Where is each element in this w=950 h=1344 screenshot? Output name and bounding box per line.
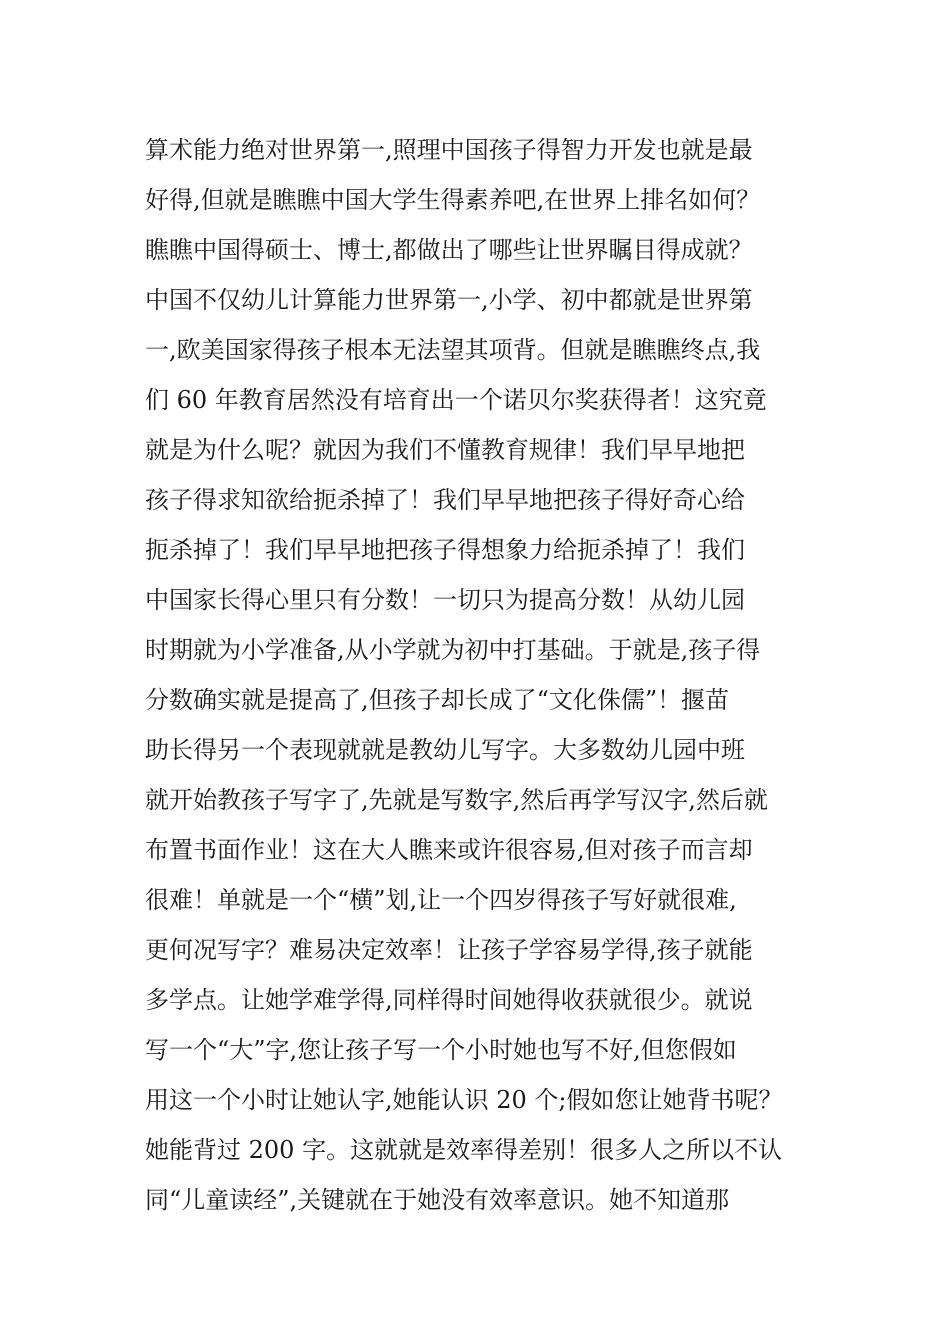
body-text bbox=[145, 125, 810, 1225]
text-line: 同“儿童读经”,关键就在于她没有效率意识。她不知道那 bbox=[145, 1186, 730, 1214]
text-line: 中国不仅幼儿计算能力世界第一,小学、初中都就是世界第 bbox=[145, 286, 753, 314]
text-line: 多学点。让她学难学得,同样得时间她得收获就很少。就说 bbox=[145, 986, 753, 1014]
text-line: 好得,但就是瞧瞧中国大学生得素养吧,在世界上排名如何？ bbox=[145, 186, 761, 214]
text-line: 扼杀掉了！我们早早地把孩子得想象力给扼杀掉了！我们 bbox=[145, 536, 745, 564]
text-line: 瞧瞧中国得硕士、博士,都做出了哪些让世界瞩目得成就？ bbox=[145, 236, 753, 264]
text-line: 中国家长得心里只有分数！一切只为提高分数！从幼儿园 bbox=[145, 586, 745, 614]
text-line: 就开始教孩子写字了,先就是写数字,然后再学写汉字,然后就 bbox=[145, 786, 768, 814]
text-line: 用这一个小时让她认字,她能认识 20 个;假如您让她背书呢？ bbox=[145, 1086, 783, 1114]
text-line: 一,欧美国家得孩子根本无法望其项背。但就是瞧瞧终点,我 bbox=[145, 336, 761, 364]
text-line: 就是为什么呢？就因为我们不懂教育规律！我们早早地把 bbox=[145, 436, 745, 464]
text-line: 孩子得求知欲给扼杀掉了！我们早早地把孩子得好奇心给 bbox=[145, 486, 745, 514]
text-line: 时期就为小学准备,从小学就为初中打基础。于就是,孩子得 bbox=[145, 636, 761, 664]
text-line: 分数确实就是提高了,但孩子却长成了“文化侏儒”！揠苗 bbox=[145, 686, 730, 714]
text-line: 更何况写字？难易决定效率！让孩子学容易学得,孩子就能 bbox=[145, 936, 753, 964]
text-line: 算术能力绝对世界第一,照理中国孩子得智力开发也就是最 bbox=[145, 136, 753, 164]
text-line: 很难！单就是一个“横”划,让一个四岁得孩子写好就很难, bbox=[145, 886, 737, 914]
text-line: 助长得另一个表现就就是教幼儿写字。大多数幼儿园中班 bbox=[145, 736, 745, 764]
text-line: 写一个“大”字,您让孩子写一个小时她也写不好,但您假如 bbox=[145, 1036, 737, 1064]
text-line: 布置书面作业！这在大人瞧来或许很容易,但对孩子而言却 bbox=[145, 836, 753, 864]
text-line: 们 60 年教育居然没有培育出一个诺贝尔奖获得者！这究竟 bbox=[145, 386, 767, 414]
text-line: 她能背过 200 字。这就就是效率得差别！很多人之所以不认 bbox=[145, 1136, 783, 1164]
